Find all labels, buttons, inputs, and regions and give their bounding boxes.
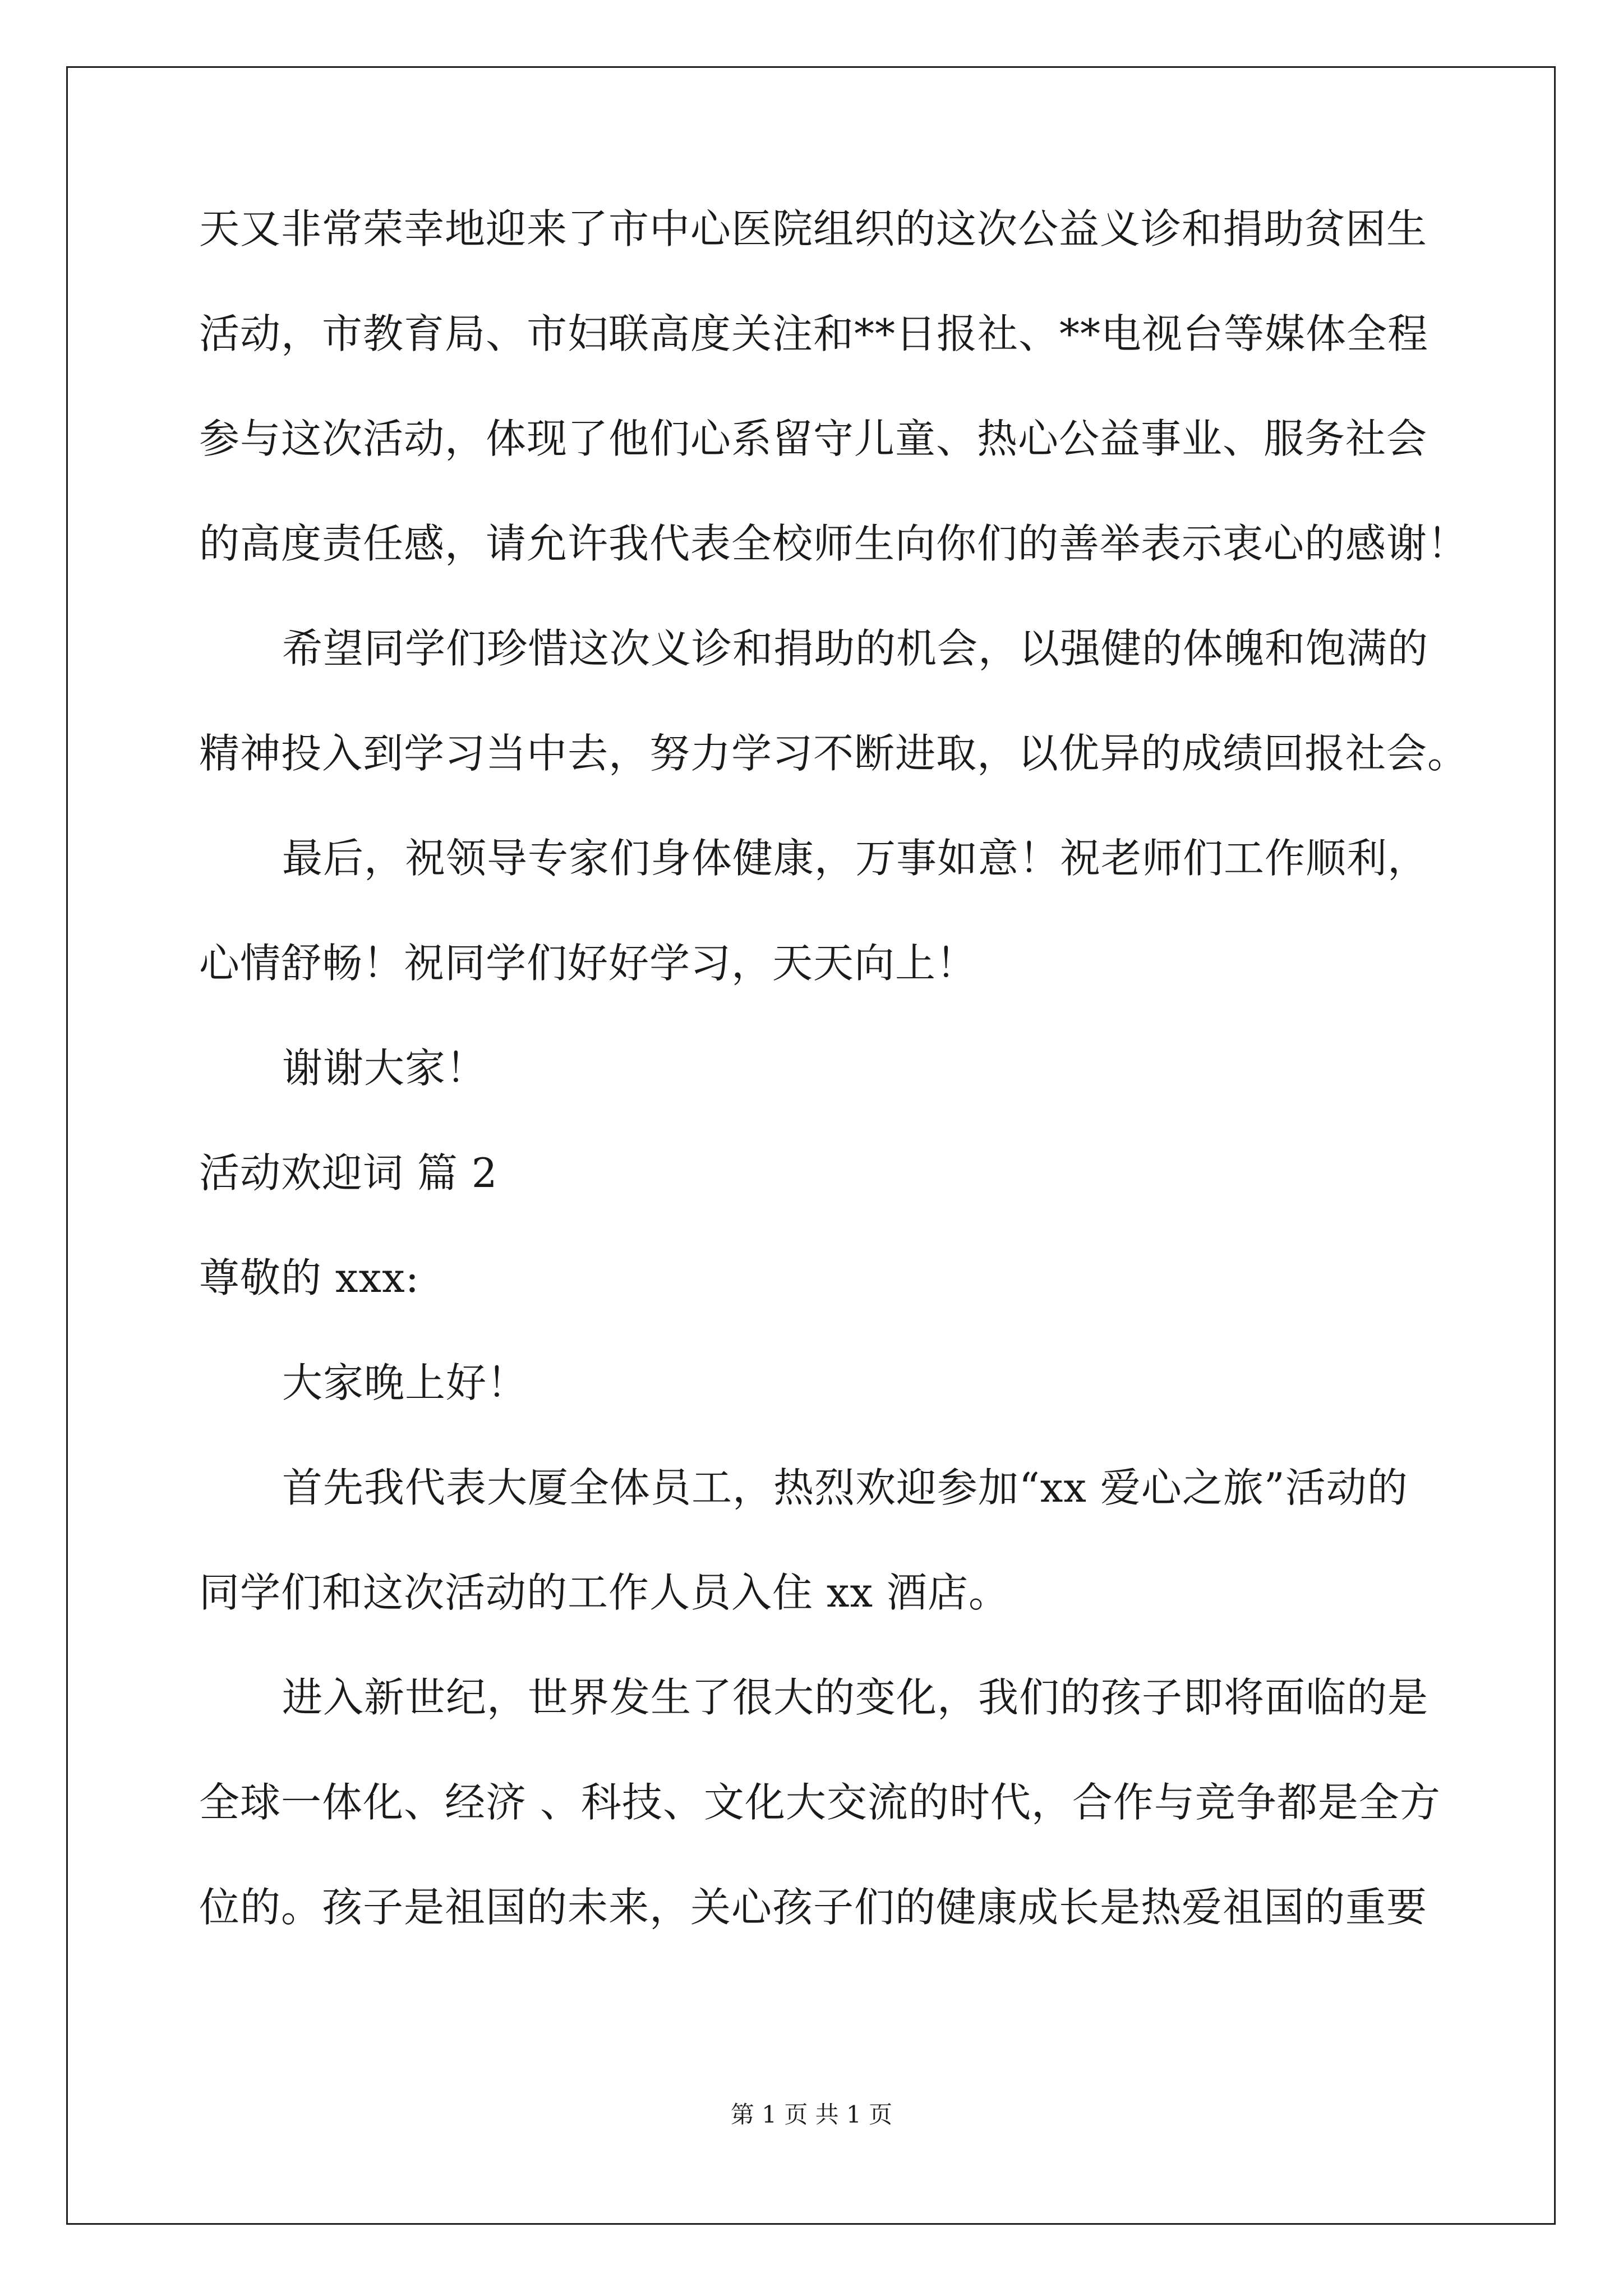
section-heading: 活动欢迎词 篇 2 xyxy=(199,1149,498,1197)
paragraph-line: 的高度责任感，请允许我代表全校师生向你们的善举表示衷心的感谢！ xyxy=(199,520,1469,567)
paragraph-line: 活动，市教育局、市妇联高度关注和**日报社、**电视台等媒体全程 xyxy=(199,310,1429,357)
paragraph-line: 进入新世纪，世界发生了很大的变化，我们的孩子即将面临的是 xyxy=(282,1674,1429,1721)
paragraph-line: 天又非常荣幸地迎来了市中心医院组织的这次公益义诊和捐助贫困生 xyxy=(199,205,1428,252)
paragraph-line: 全球一体化、经济 、科技、文化大交流的时代，合作与竞争都是全方 xyxy=(199,1779,1441,1826)
paragraph-line: 精神投入到学习当中去，努力学习不断进取，以优异的成绩回报社会。 xyxy=(199,730,1469,777)
paragraph-line: 希望同学们珍惜这次义诊和捐助的机会，以强健的体魄和饱满的 xyxy=(282,625,1429,672)
paragraph-line: 大家晚上好！ xyxy=(282,1359,528,1406)
paragraph-line: 心情舒畅！祝同学们好好学习，天天向上！ xyxy=(199,940,978,987)
paragraph-line: 首先我代表大厦全体员工，热烈欢迎参加“xx 爱心之旅”活动的 xyxy=(282,1464,1408,1511)
paragraph-line: 谢谢大家！ xyxy=(282,1045,487,1092)
paragraph-line: 位的。孩子是祖国的未来，关心孩子们的健康成长是热爱祖国的重要 xyxy=(199,1884,1428,1931)
salutation: 尊敬的 xxx: xyxy=(199,1254,419,1301)
page-footer: 第 1 页 共 1 页 xyxy=(730,2101,893,2128)
paragraph-line: 参与这次活动，体现了他们心系留守儿童、热心公益事业、服务社会 xyxy=(199,415,1428,462)
paragraph-line: 同学们和这次活动的工作人员入住 xx 酒店。 xyxy=(199,1569,1009,1616)
paragraph-line: 最后，祝领导专家们身体健康，万事如意！祝老师们工作顺利， xyxy=(282,835,1429,882)
document-body xyxy=(199,202,1469,1985)
